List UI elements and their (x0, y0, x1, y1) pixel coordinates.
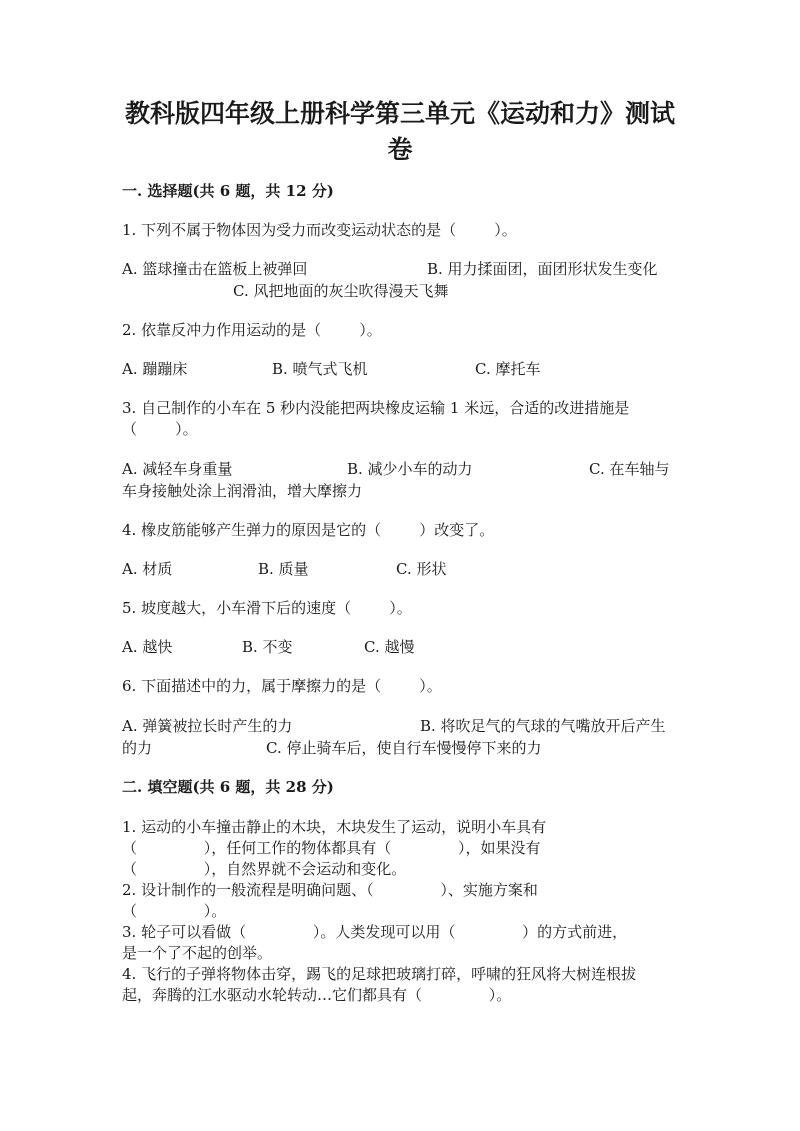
option-a: A. 篮球撞击在篮板上被弹回 (122, 260, 308, 278)
option-b: B. 减少小车的动力 (347, 460, 473, 478)
option-a: A. 减轻车身重量 (122, 460, 233, 478)
option-c: C. 风把地面的灰尘吹得漫天飞舞 (233, 282, 449, 300)
option-b: B. 质量 (258, 560, 309, 578)
title-line-2: 卷 (387, 135, 413, 164)
option-b: B. 不变 (242, 638, 293, 656)
question-stem: 3. 自己制作的小车在 5 秒内没能把两块橡皮运输 1 米远，合适的改进措施是 (122, 399, 630, 417)
option-b: B. 喷气式飞机 (272, 360, 368, 378)
option-c-cont: 车身接触处涂上润滑油，增大摩擦力 (122, 482, 363, 500)
fill-line: （ ），自然界就不会运动和变化。 (122, 860, 407, 878)
option-a: A. 越快 (122, 638, 173, 656)
fill-line: 2. 设计制作的一般流程是明确问题、（ ）、实施方案和 (122, 881, 538, 899)
fill-line: （ ）。 (122, 902, 227, 920)
question-stem-cont: （ ）。 (122, 420, 198, 438)
exam-title (100, 96, 700, 168)
option-b-cont: 的力 (122, 739, 153, 757)
option-c: C. 形状 (396, 560, 447, 578)
option-c: C. 停止骑车后，使自行车慢慢停下来的力 (266, 739, 542, 757)
question-stem: 2. 依靠反冲力作用运动的是（ ）。 (122, 321, 382, 339)
question-stem: 4. 橡皮筋能够产生弹力的原因是它的（ ）改变了。 (122, 521, 495, 539)
question-stem: 6. 下面描述中的力，属于摩擦力的是（ ）。 (122, 677, 442, 695)
question-stem: 5. 坡度越大，小车滑下后的速度（ ）。 (122, 599, 412, 617)
fill-line: 1. 运动的小车撞击静止的木块，木块发生了运动，说明小车具有 (122, 818, 547, 836)
title-line-1: 教科版四年级上册科学第三单元《运动和力》测试 (124, 99, 675, 128)
option-c: C. 在车轴与 (589, 460, 670, 478)
option-a: A. 弹簧被拉长时产生的力 (122, 717, 293, 735)
question-stem: 1. 下列不属于物体因为受力而改变运动状态的是（ ）。 (122, 221, 517, 239)
fill-line: （ ），任何工作的物体都具有（ ），如果没有 (122, 839, 541, 857)
option-c: C. 越慢 (364, 638, 415, 656)
section-heading-fill: 二. 填空题(共 6 题，共 28 分) (122, 778, 334, 796)
option-a: A. 材质 (122, 560, 173, 578)
fill-line: 是一个了不起的创举。 (122, 944, 273, 962)
option-b: B. 用力揉面团，面团形状发生变化 (427, 260, 658, 278)
option-b: B. 将吹足气的气球的气嘴放开后产生 (420, 717, 666, 735)
option-a: A. 蹦蹦床 (122, 360, 188, 378)
fill-line: 4. 飞行的子弹将物体击穿，踢飞的足球把玻璃打碎，呼啸的狂风将大树连根拔 (122, 965, 637, 983)
fill-line: 3. 轮子可以看做（ ）。人类发现可以用（ ）的方式前进， (122, 923, 628, 941)
option-c: C. 摩托车 (475, 360, 541, 378)
section-heading-choice: 一. 选择题(共 6 题，共 12 分) (122, 182, 334, 200)
fill-line: 起，奔腾的江水驱动水轮转动…它们都具有（ ）。 (122, 986, 512, 1004)
